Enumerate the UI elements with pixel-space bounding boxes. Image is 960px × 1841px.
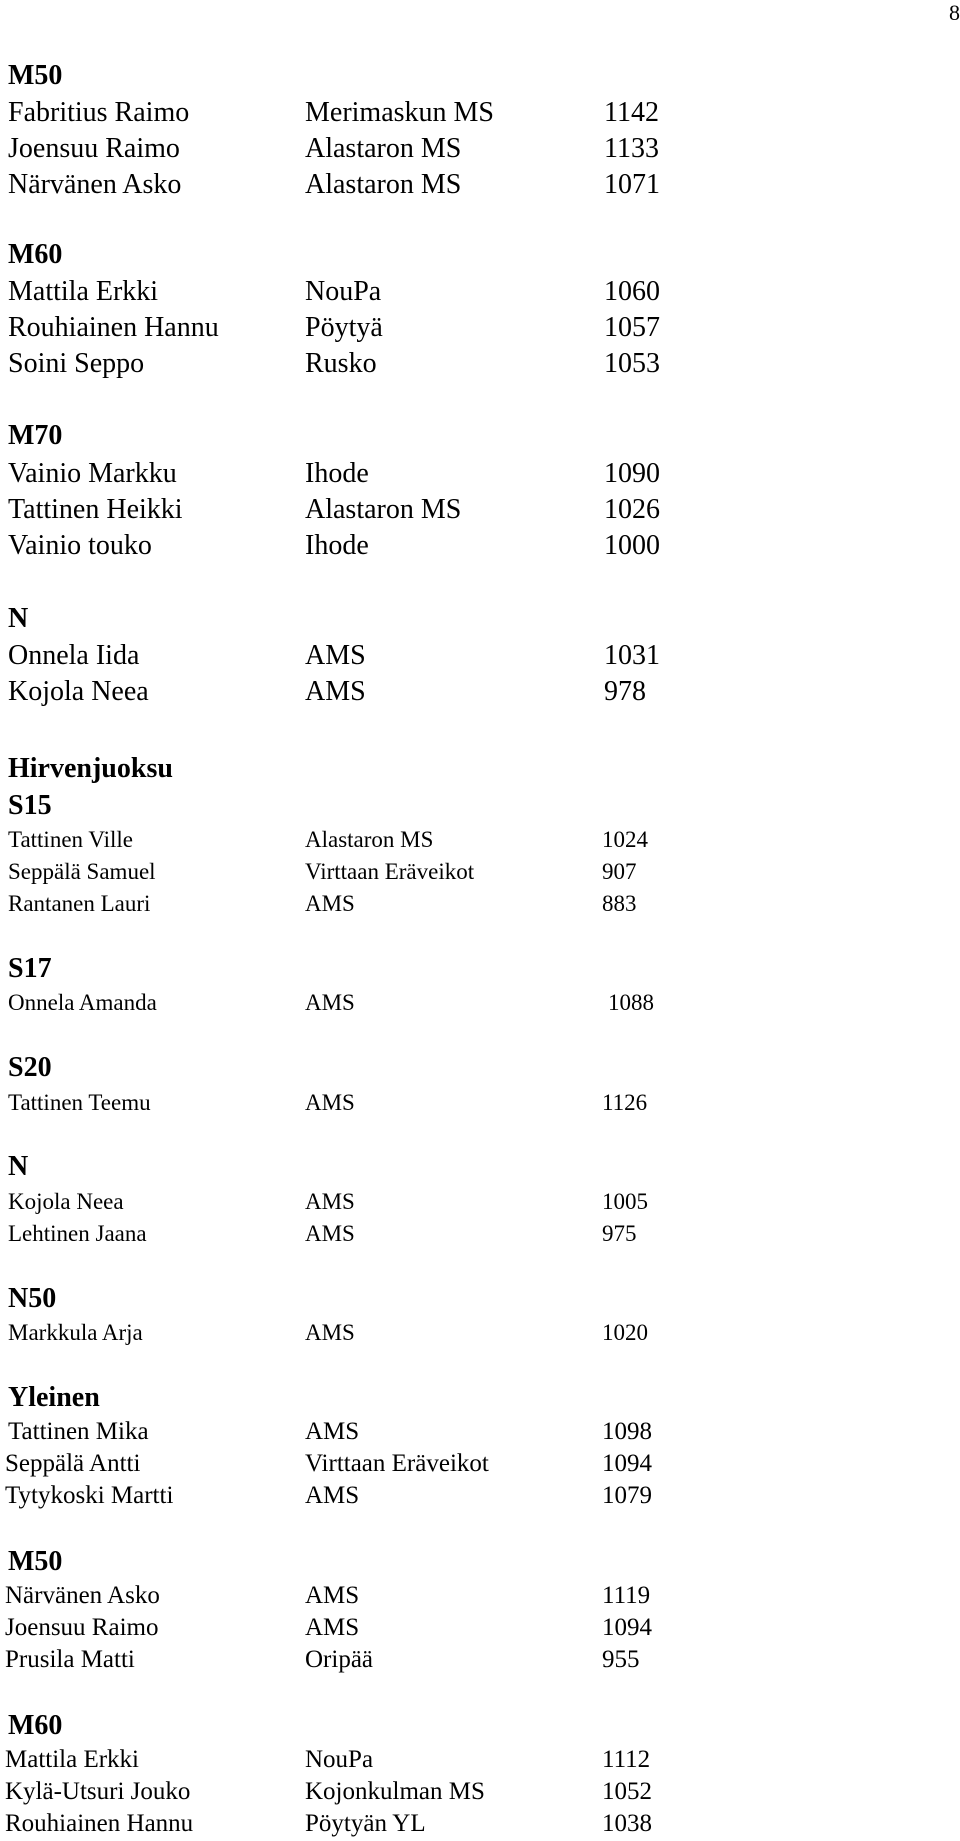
athlete-name: Kylä-Utsuri Jouko bbox=[5, 1778, 191, 1805]
club-name: AMS bbox=[305, 1418, 360, 1445]
section-heading-n: N bbox=[8, 603, 29, 634]
club-name: Ihode bbox=[305, 530, 369, 561]
athlete-name: Tattinen Teemu bbox=[8, 1090, 151, 1115]
club-name: AMS bbox=[305, 1320, 355, 1345]
section-heading-n: N bbox=[8, 1151, 29, 1182]
athlete-name: Närvänen Asko bbox=[8, 169, 182, 200]
athlete-name: Markkula Arja bbox=[8, 1320, 143, 1345]
athlete-name: Tattinen Heikki bbox=[8, 494, 183, 525]
score: 1112 bbox=[602, 1746, 651, 1773]
club-name: Pöytyä bbox=[305, 312, 383, 343]
score: 1026 bbox=[604, 494, 660, 525]
score: 1126 bbox=[602, 1090, 648, 1115]
athlete-name: Soini Seppo bbox=[8, 348, 145, 379]
score: 1071 bbox=[604, 169, 660, 200]
score: 1094 bbox=[602, 1614, 652, 1641]
club-name: NouPa bbox=[305, 1746, 374, 1773]
athlete-name: Joensuu Raimo bbox=[5, 1614, 159, 1641]
athlete-name: Kojola Neea bbox=[8, 1189, 124, 1214]
score: 1052 bbox=[602, 1778, 652, 1805]
athlete-name: Seppälä Samuel bbox=[8, 859, 156, 884]
score: 1142 bbox=[604, 97, 659, 128]
athlete-name: Vainio touko bbox=[8, 530, 152, 561]
club-name: AMS bbox=[305, 1221, 355, 1246]
score: 1053 bbox=[604, 348, 660, 379]
athlete-name: Kojola Neea bbox=[8, 676, 149, 707]
section-heading-m60: M60 bbox=[8, 239, 63, 270]
score: 1133 bbox=[604, 133, 659, 164]
athlete-name: Tattinen Mika bbox=[8, 1418, 149, 1445]
club-name: Ihode bbox=[305, 458, 369, 489]
club-name: Alastaron MS bbox=[305, 169, 462, 200]
club-name: Virttaan Eräveikot bbox=[305, 859, 475, 884]
athlete-name: Seppälä Antti bbox=[5, 1450, 141, 1477]
club-name: Rusko bbox=[305, 348, 377, 379]
score: 1079 bbox=[602, 1482, 652, 1509]
club-name: Merimaskun MS bbox=[305, 97, 494, 128]
athlete-name: Joensuu Raimo bbox=[8, 133, 180, 164]
club-name: Alastaron MS bbox=[305, 494, 462, 525]
score: 1031 bbox=[604, 640, 660, 671]
score: 1119 bbox=[602, 1582, 651, 1609]
score: 1020 bbox=[602, 1320, 648, 1345]
section-heading-s20: S20 bbox=[8, 1052, 52, 1083]
score: 1024 bbox=[602, 827, 648, 852]
club-name: AMS bbox=[305, 1090, 355, 1115]
page-number: 8 bbox=[949, 0, 960, 25]
athlete-name: Vainio Markku bbox=[8, 458, 177, 489]
club-name: AMS bbox=[305, 1482, 360, 1509]
section-heading-m50: M50 bbox=[8, 60, 63, 91]
score: 975 bbox=[602, 1221, 637, 1246]
club-name: AMS bbox=[305, 990, 355, 1015]
club-name: AMS bbox=[305, 676, 366, 707]
athlete-name: Närvänen Asko bbox=[5, 1582, 160, 1609]
athlete-name: Rouhiainen Hannu bbox=[5, 1810, 194, 1837]
club-name: Alastaron MS bbox=[305, 133, 462, 164]
section-heading-s17: S17 bbox=[8, 953, 52, 984]
club-name: AMS bbox=[305, 891, 355, 916]
club-name: Oripää bbox=[305, 1646, 374, 1673]
score: 1090 bbox=[604, 458, 660, 489]
score: 955 bbox=[602, 1646, 640, 1673]
athlete-name: Rouhiainen Hannu bbox=[8, 312, 219, 343]
club-name: AMS bbox=[305, 1189, 355, 1214]
athlete-name: Lehtinen Jaana bbox=[8, 1221, 147, 1246]
score: 907 bbox=[602, 859, 637, 884]
score: 1038 bbox=[602, 1810, 652, 1837]
score: 1057 bbox=[604, 312, 660, 343]
athlete-name: Mattila Erkki bbox=[8, 276, 159, 307]
score: 1088 bbox=[608, 990, 654, 1015]
club-name: Virttaan Eräveikot bbox=[305, 1450, 489, 1477]
athlete-name: Onnela Iida bbox=[8, 640, 140, 671]
score: 1000 bbox=[604, 530, 660, 561]
section-heading-yleinen: Yleinen bbox=[8, 1382, 100, 1413]
section-heading-n50: N50 bbox=[8, 1283, 57, 1314]
club-name: Alastaron MS bbox=[305, 827, 434, 852]
athlete-name: Tytykoski Martti bbox=[5, 1482, 174, 1509]
club-name: NouPa bbox=[305, 276, 382, 307]
score: 1005 bbox=[602, 1189, 648, 1214]
section-heading-m70: M70 bbox=[8, 420, 63, 451]
score: 1094 bbox=[602, 1450, 652, 1477]
club-name: Kojonkulman MS bbox=[305, 1778, 485, 1805]
club-name: AMS bbox=[305, 640, 366, 671]
hirvenjuoksu-heading: Hirvenjuoksu bbox=[8, 753, 173, 784]
score: 1060 bbox=[604, 276, 660, 307]
athlete-name: Prusila Matti bbox=[5, 1646, 135, 1673]
athlete-name: Fabritius Raimo bbox=[8, 97, 190, 128]
score: 978 bbox=[604, 676, 646, 707]
section-heading-s15: S15 bbox=[8, 790, 52, 821]
section-heading-m50-hirvi: M50 bbox=[8, 1546, 63, 1577]
athlete-name: Tattinen Ville bbox=[8, 827, 133, 852]
club-name: AMS bbox=[305, 1614, 360, 1641]
club-name: Pöytyän YL bbox=[305, 1810, 426, 1837]
section-heading-m60-hirvi: M60 bbox=[8, 1710, 63, 1741]
athlete-name: Mattila Erkki bbox=[5, 1746, 139, 1773]
club-name: AMS bbox=[305, 1582, 360, 1609]
athlete-name: Onnela Amanda bbox=[8, 990, 157, 1015]
score: 1098 bbox=[602, 1418, 652, 1445]
score: 883 bbox=[602, 891, 637, 916]
athlete-name: Rantanen Lauri bbox=[8, 891, 151, 916]
